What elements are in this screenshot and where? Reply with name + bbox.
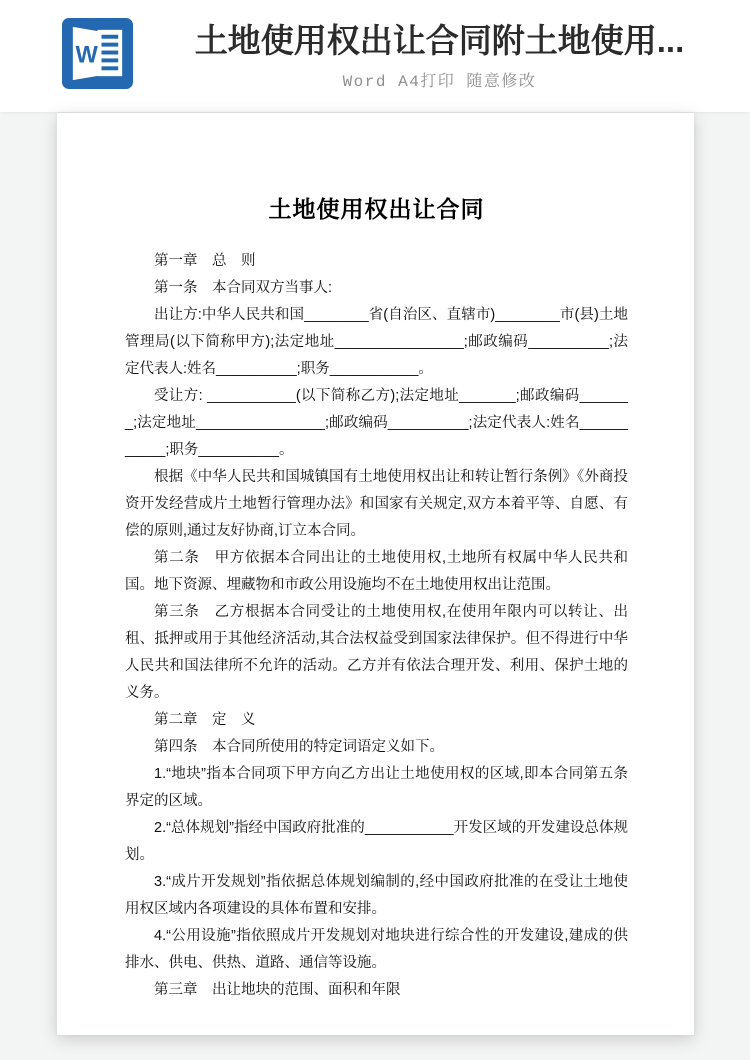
document-paragraph: 受让方: ___________(以下简称乙方);法定地址_______;邮政编码_______;法定地址________________;邮政编码__________;法定代表人:姓名___________;职务__________。 — [125, 388, 628, 458]
document-paragraph: 第二条 甲方依据本合同出让的土地使用权,土地所有权属中华人民共和国。地下资源、埋藏物和市政公用设施均不在土地使用权出让范围。 — [125, 550, 628, 593]
document-paragraph: 第二章 定 义 — [154, 712, 256, 728]
document-paragraph: 第一章 总 则 — [154, 253, 256, 269]
document-paragraph: 第一条 本合同双方当事人: — [154, 280, 333, 296]
document-paragraph: 2.“总体规划”指经中国政府批准的___________开发区域的开发建设总体规划。 — [125, 820, 628, 863]
paragraphs-container — [125, 248, 628, 1004]
site-header — [0, 0, 750, 112]
document-paragraph: 出让方:中华人民共和国________省(自治区、直辖市)________市(县)土地管理局(以下简称甲方);法定地址________________;邮政编码__________;法定代表人:姓名__________;职务___________。 — [125, 307, 628, 377]
page-subtitle: Word A4打印 随意修改 — [342, 73, 537, 91]
word-icon — [62, 18, 133, 89]
document-paragraph: 第四条 本合同所使用的特定词语定义如下。 — [154, 739, 444, 755]
document-title: 土地使用权出让合同 — [268, 196, 485, 222]
document-paragraph: 第三条 乙方根据本合同受让的土地使用权,在使用年限内可以转让、出租、抵押或用于其他经济活动,其合法权益受到国家法律保护。但不得进行中华人民共和国法律所不允许的活动。乙方并有依法合理开发、利用、保护土地的义务。 — [125, 604, 628, 701]
word-icon-letter: W — [75, 41, 98, 68]
document-page — [57, 113, 694, 1035]
document-paragraph: 3.“成片开发规划”指依据总体规划编制的,经中国政府批准的在受让土地使用权区域内各项建设的具体布置和安排。 — [125, 874, 628, 917]
document-paragraph: 根据《中华人民共和国城镇国有土地使用权出让和转让暂行条例》《外商投资开发经营成片土地暂行管理办法》和国家有关规定,双方本着平等、自愿、有偿的原则,通过友好协商,订立本合同。 — [125, 469, 628, 539]
document-paragraph: 4.“公用设施”指依照成片开发规划对地块进行综合性的开发建设,建成的供排水、供电、供热、道路、通信等设施。 — [125, 928, 628, 971]
document-paragraph: 1.“地块”指本合同项下甲方向乙方出让土地使用权的区域,即本合同第五条界定的区域。 — [125, 766, 628, 809]
document-paragraph: 第三章 出让地块的范围、面积和年限 — [154, 982, 401, 998]
header-title-block — [149, 21, 730, 91]
page-title: 土地使用权出让合同附土地使用... — [194, 22, 685, 59]
